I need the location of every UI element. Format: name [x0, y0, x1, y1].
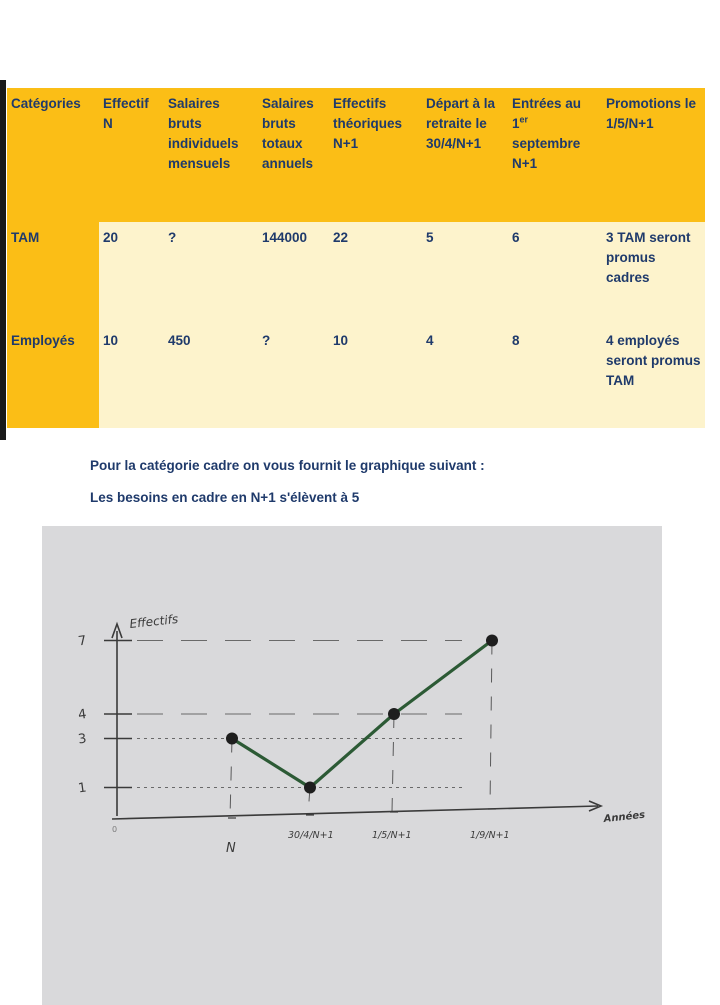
- data-point: [388, 708, 400, 720]
- x-axis: [112, 806, 598, 819]
- cell-effectif: 20: [99, 222, 164, 325]
- header-salaires-totaux: Salaires bruts totaux annuels: [258, 88, 329, 222]
- origin-label: 0: [112, 825, 118, 834]
- cell-category: Employés: [7, 325, 99, 428]
- x-tick-label: N: [226, 841, 236, 856]
- chart-photo: [42, 526, 662, 1005]
- x-drop-line: [230, 739, 232, 819]
- cell-effectif-theorique: 22: [329, 222, 422, 325]
- cell-depart: 4: [422, 325, 508, 428]
- header-entrees: Entrées au 1er septembre N+1: [508, 88, 602, 222]
- needs-text: Les besoins en cadre en N+1 s'élèvent à 5: [90, 490, 360, 505]
- data-point: [226, 733, 238, 745]
- cell-salaire-individuel: ?: [164, 222, 258, 325]
- cell-category: TAM: [7, 222, 99, 325]
- table-row: [7, 222, 705, 325]
- header-effectifs-theoriques: Effectifs théoriques N+1: [329, 88, 422, 222]
- header-promotions: Promotions le 1/5/N+1: [602, 88, 705, 222]
- cell-promotions: 4 employés seront promus TAM: [602, 325, 705, 428]
- header-categories: Catégories: [7, 88, 99, 222]
- cell-salaire-total: 144000: [258, 222, 329, 325]
- cell-entrees: 6: [508, 222, 602, 325]
- hr-table: [7, 88, 705, 428]
- table-header-row: [7, 88, 705, 222]
- cadre-effectif-chart: [42, 526, 662, 1005]
- left-edge-bar: [0, 80, 6, 440]
- cell-promotions: 3 TAM seront promus cadres: [602, 222, 705, 325]
- header-depart-retraite: Départ à la retraite le 30/4/N+1: [422, 88, 508, 222]
- x-axis-label: Années: [603, 809, 646, 825]
- header-salaires-individuels: Salaires bruts individuels mensuels: [164, 88, 258, 222]
- x-drop-line: [392, 714, 394, 812]
- data-point: [304, 782, 316, 794]
- y-axis-label: Effectifs: [128, 611, 179, 631]
- cell-effectif: 10: [99, 325, 164, 428]
- chart-axes: [112, 624, 601, 819]
- data-point: [486, 635, 498, 647]
- x-drop-line: [490, 641, 492, 810]
- cell-entrees: 8: [508, 325, 602, 428]
- cell-effectif-theorique: 10: [329, 325, 422, 428]
- intro-text: Pour la catégorie cadre on vous fournit le graphique suivant :: [90, 458, 485, 473]
- cell-salaire-total: ?: [258, 325, 329, 428]
- cell-depart: 5: [422, 222, 508, 325]
- cell-salaire-individuel: 450: [164, 325, 258, 428]
- y-tick-label: 7: [77, 633, 88, 650]
- header-effectif-n: Effectif N: [99, 88, 164, 222]
- y-tick-label: 1: [77, 780, 88, 797]
- y-tick-label: 4: [77, 706, 88, 723]
- table-row: [7, 325, 705, 428]
- x-tick-label: 1/9/N+1: [470, 830, 510, 841]
- y-tick-label: 3: [77, 731, 88, 748]
- x-tick-label: 1/5/N+1: [372, 830, 412, 841]
- x-tick-label: 30/4/N+1: [288, 830, 334, 841]
